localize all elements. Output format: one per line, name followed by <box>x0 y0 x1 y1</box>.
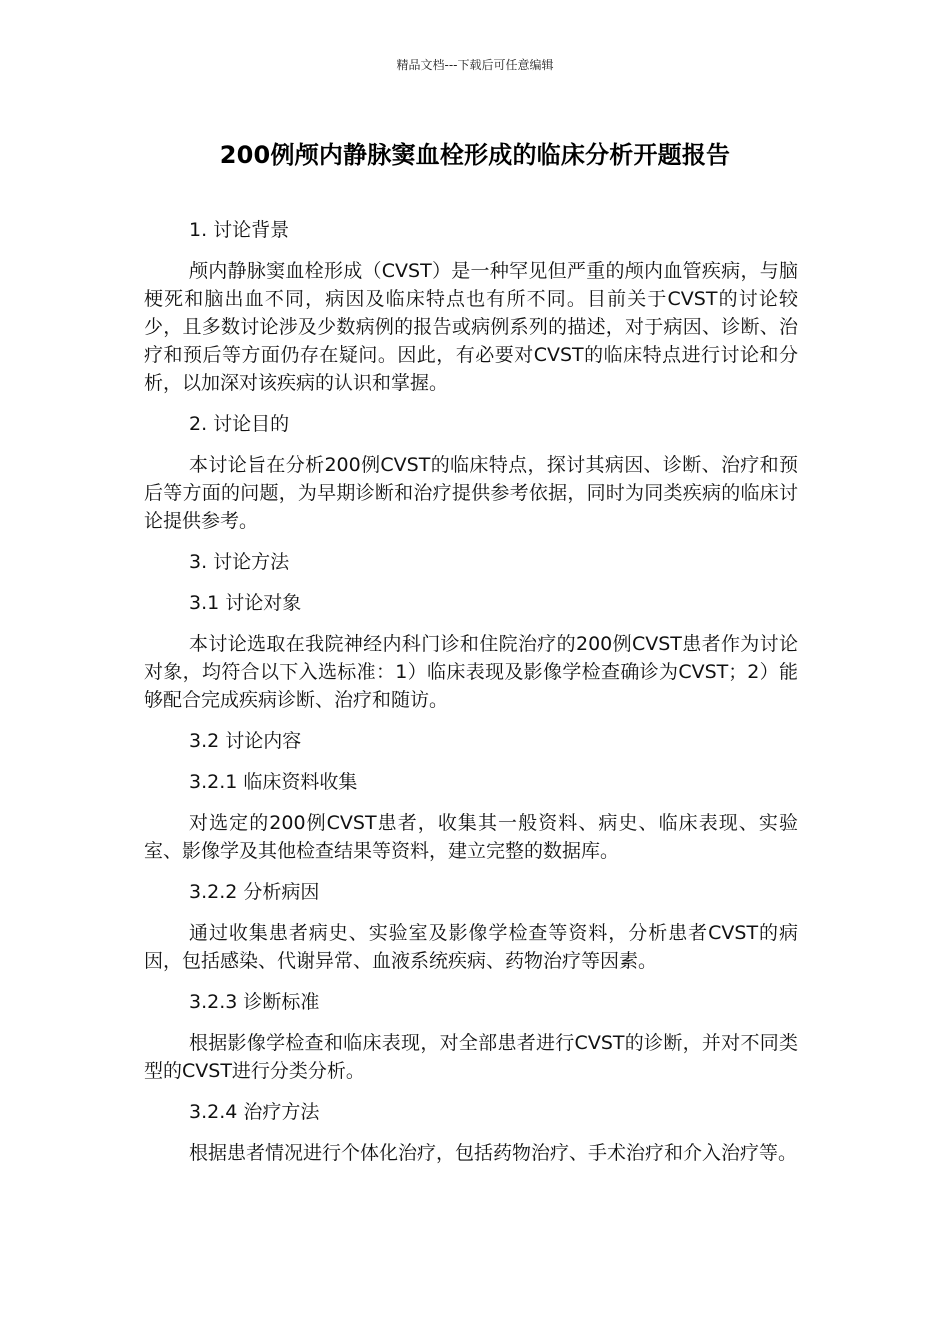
subsection-heading-data-collection: 3.2.1 临床资料收集 <box>189 771 358 793</box>
subsection-heading-etiology: 3.2.2 分析病因 <box>189 881 320 903</box>
section-heading-purpose: 2. 讨论目的 <box>189 413 290 435</box>
subsection-heading-content: 3.2 讨论内容 <box>189 730 302 752</box>
section-heading-methods: 3. 讨论方法 <box>189 551 290 573</box>
subsection-heading-treatment: 3.2.4 治疗方法 <box>189 1101 320 1123</box>
paragraph-treatment: 根据患者情况进行个体化治疗，包括药物治疗、手术治疗和介入治疗等。 <box>189 1142 798 1164</box>
document-title: 200例颅内静脉窦血栓形成的临床分析开题报告 <box>219 141 731 169</box>
paragraph-etiology: 通过收集患者病史、实验室及影像学检查等资料，分析患者CVST的病因，包括感染、代谢异常、血液系统疾病、药物治疗等因素。 <box>144 922 798 972</box>
document-body <box>144 216 798 1180</box>
page-header: 精品文档---下载后可任意编辑 <box>396 58 554 72</box>
subsection-heading-diagnosis: 3.2.3 诊断标准 <box>189 991 320 1013</box>
paragraph-purpose: 本讨论旨在分析200例CVST的临床特点，探讨其病因、诊断、治疗和预后等方面的问题，为早期诊断和治疗提供参考依据，同时为同类疾病的临床讨论提供参考。 <box>144 454 798 532</box>
paragraph-background: 颅内静脉窦血栓形成（CVST）是一种罕见但严重的颅内血管疾病，与脑梗死和脑出血不同，病因及临床特点也有所不同。目前关于CVST的讨论较少，且多数讨论涉及少数病例的报告或病例系列的描述，对于病因、诊断、治疗和预后等方面仍存在疑问。因此，有必要对CVST的临床特点进行讨论和分析，以加深对该疾病的认识和掌握。 <box>144 260 798 394</box>
subsection-heading-subjects: 3.1 讨论对象 <box>189 592 302 614</box>
paragraph-diagnosis: 根据影像学检查和临床表现，对全部患者进行CVST的诊断，并对不同类型的CVST进行分类分析。 <box>144 1032 798 1082</box>
section-heading-background: 1. 讨论背景 <box>189 219 290 241</box>
paragraph-data-collection: 对选定的200例CVST患者，收集其一般资料、病史、临床表现、实验室、影像学及其他检查结果等资料，建立完整的数据库。 <box>144 812 798 862</box>
paragraph-subjects: 本讨论选取在我院神经内科门诊和住院治疗的200例CVST患者作为讨论对象，均符合以下入选标准：1）临床表现及影像学检查确诊为CVST；2）能够配合完成疾病诊断、治疗和随访。 <box>144 633 798 711</box>
